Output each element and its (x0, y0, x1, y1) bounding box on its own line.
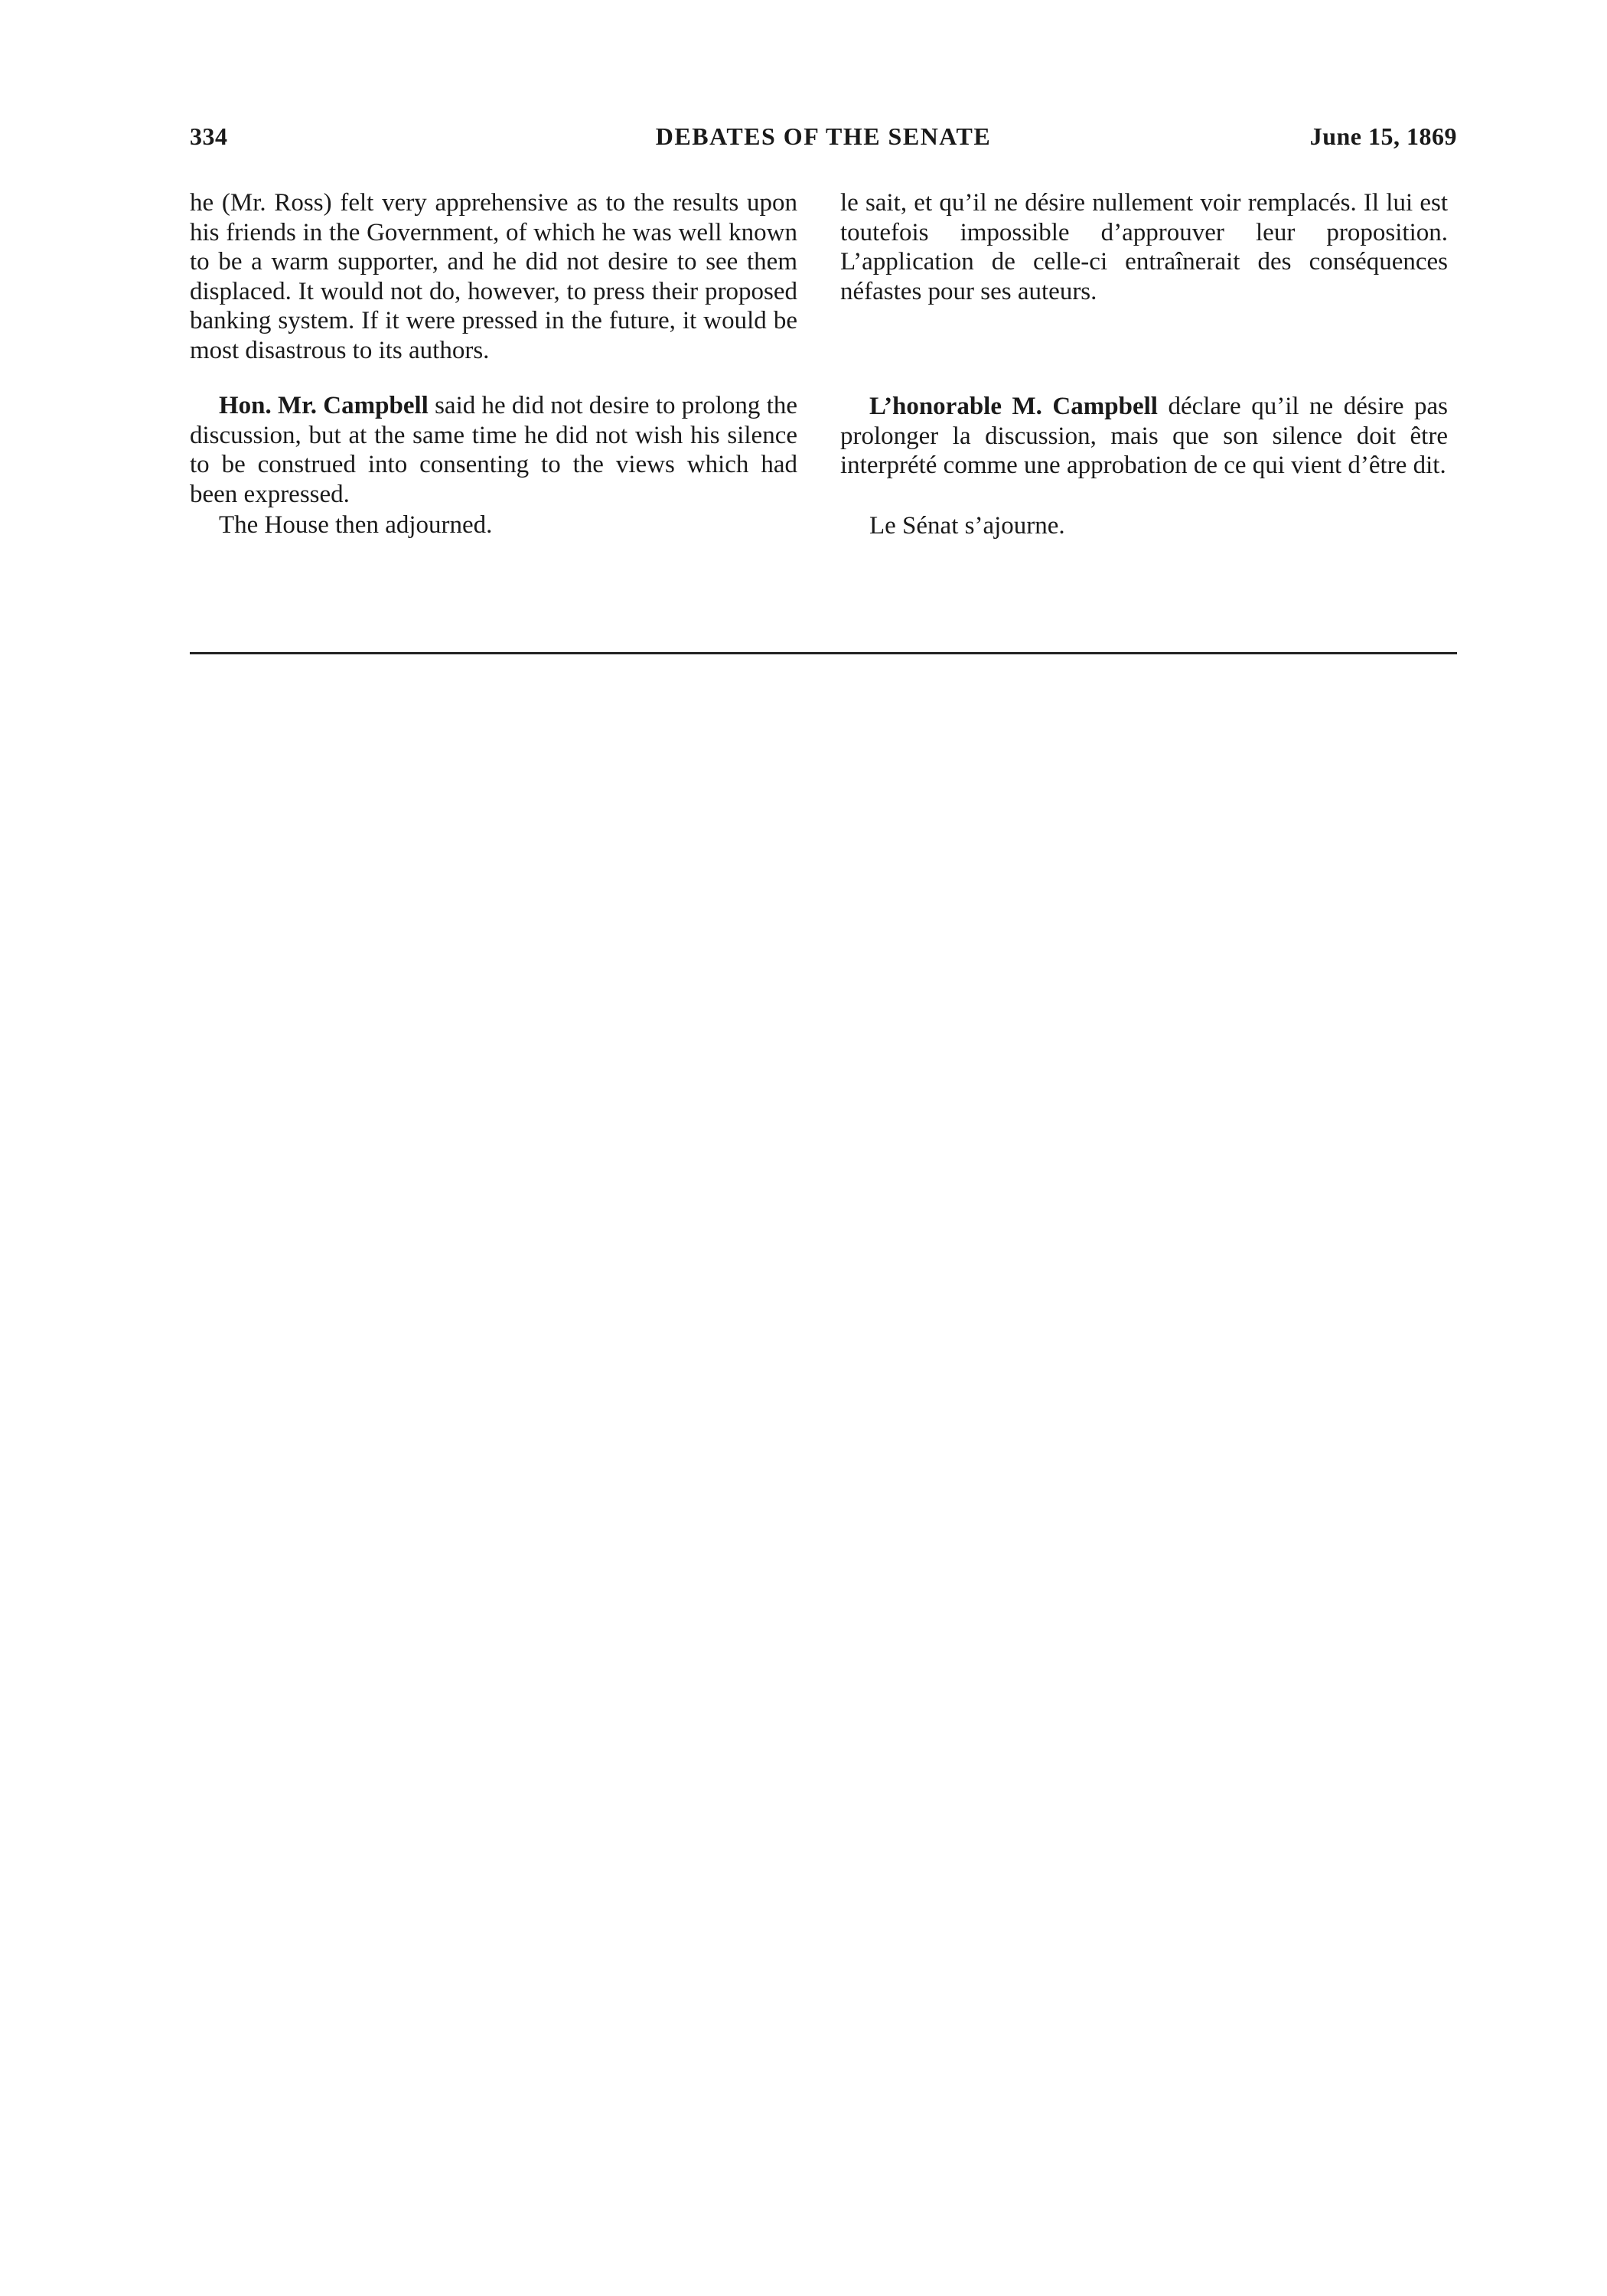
english-paragraph-continued: he (Mr. Ross) felt very apprehensive as to the results upon his friends in the Government, of which he was well known to be a warm supporter, and he did not desire to see them displaced. It would not do, however, to press their proposed banking system. If it were pressed in the future, it would be most disastrous to its authors. (190, 189, 797, 364)
french-paragraph-continued: le sait, et qu’il ne désire nullement voir remplacés. Il lui est toutefois impossible d’approuver leur proposition. L’application de celle-ci entraînerait des conséquences néfastes pour ses auteurs. (840, 189, 1448, 305)
speech-text: said he did not desire to prolong the discussion, but at the same time he did not wish his silence to be construed into consenting to the views which had been expressed. (190, 392, 798, 508)
french-column (840, 188, 1448, 540)
page-date: June 15, 1869 (1309, 122, 1457, 150)
speech-text: déclare qu’il ne désire pas prolonger la discussion, mais que son silence doit être interprété comme une approbation de ce qui vient d’être dit. (840, 393, 1448, 479)
french-paragraph-adjourned: Le Sénat s’ajourne. (869, 511, 1065, 540)
english-column (190, 188, 797, 540)
running-title: DEBATES OF THE SENATE (655, 122, 992, 150)
page-header (190, 122, 1457, 156)
speaker-name: L’honorable M. Campbell (869, 393, 1158, 420)
section-divider (190, 652, 1457, 654)
french-paragraph-campbell (840, 392, 1448, 481)
english-paragraph-adjourned: The House then adjourned. (219, 511, 493, 539)
page-number: 334 (190, 122, 228, 150)
english-paragraph-campbell (190, 391, 797, 509)
speaker-name: Hon. Mr. Campbell (219, 392, 429, 419)
